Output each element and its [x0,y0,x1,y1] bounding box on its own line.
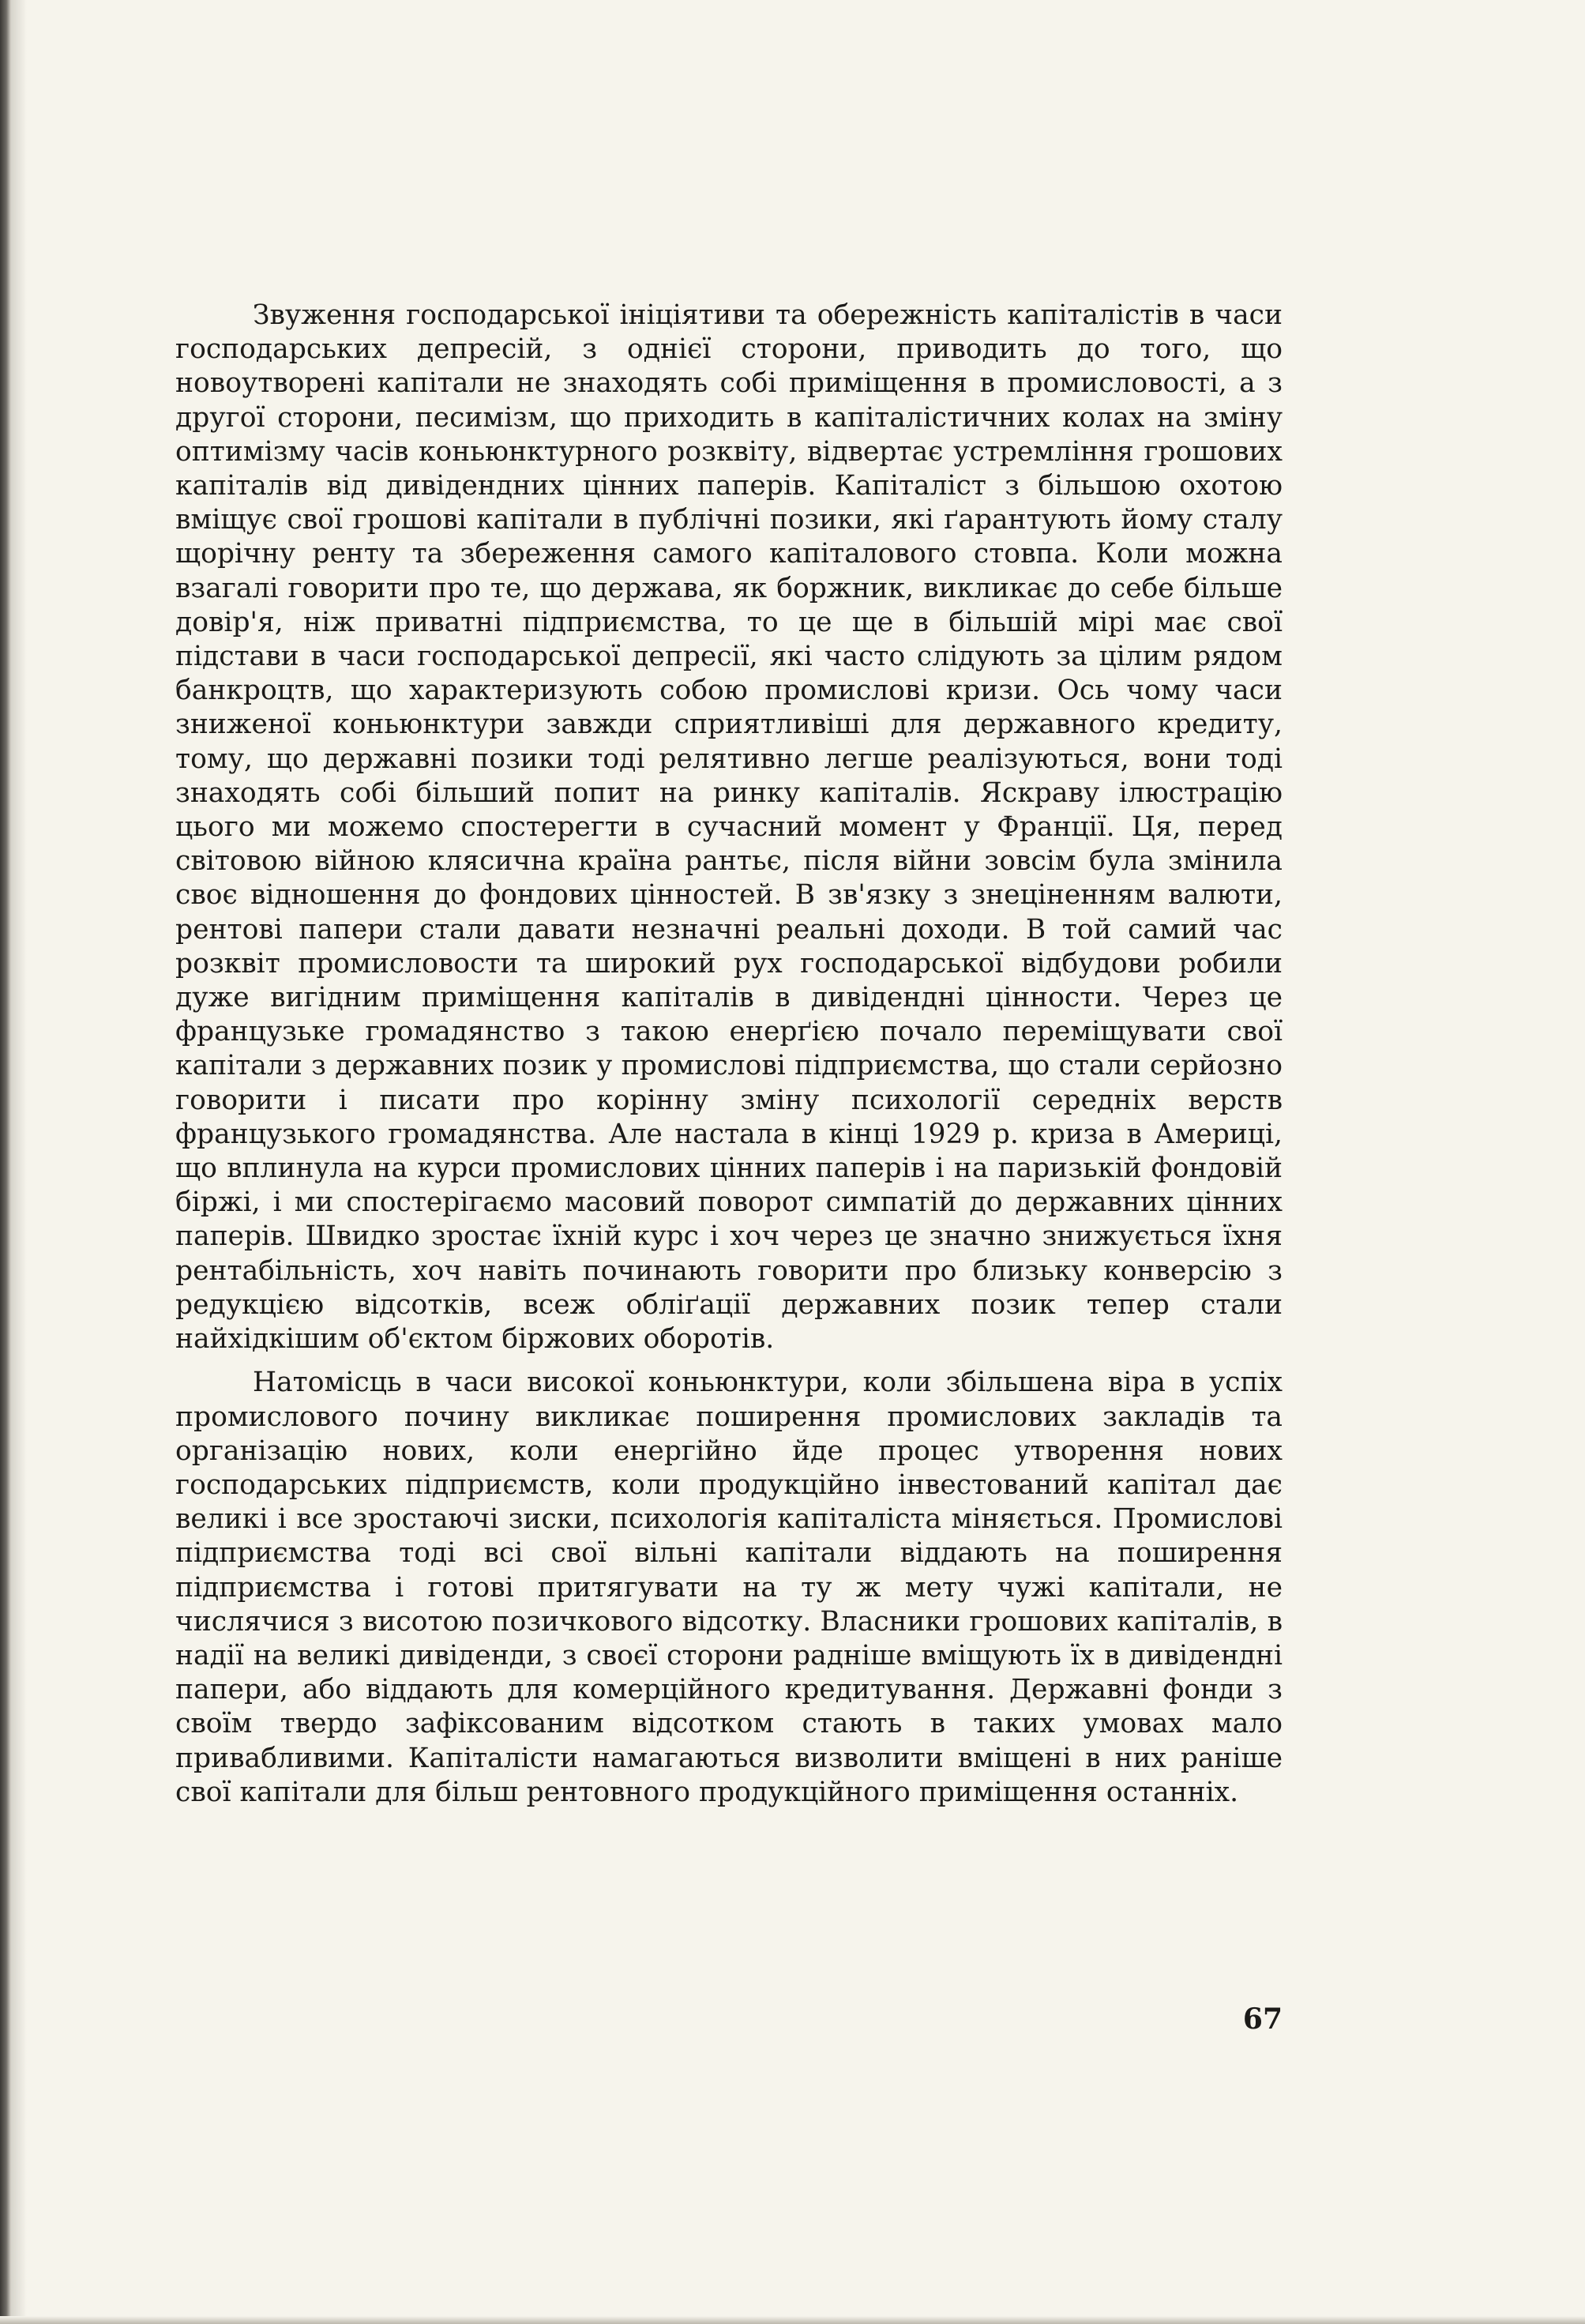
body-text [175,299,1283,1810]
paragraph-1: Звуження господарської ініціятиви та обережність капіталістів в часи господарських депресій, з однієї сторони, приводить до того, що новоутворені капітали не знаходять собі приміщення в промисловості, а з другої сторони, песимізм, що приходить в капіталістичних колах на зміну оптимізму часів коньюнктурного розквіту, відвертає устремління грошових капіталів від дивідендних цінних паперів. Капіталіст з більшою охотою вміщує свої грошові капітали в публічні позики, які ґарантують йому сталу щорічну ренту та збереження самого капіталового стовпа. Коли можна взагалі говорити про те, що держава, як боржник, викликає до себе більше довір'я, ніж приватні підприємства, то це ще в більшій мірі має свої підстави в часи господарської депресії, які часто слідують за цілим рядом банкроцтв, що характеризують собою промислові кризи. Ось чому часи зниженої коньюнктури завжди сприятливіші для державного кредиту, тому, що державні позики тоді релятивно легше реалізуються, вони тоді знаходять собі більший попит на ринку капіталів. Яскраву ілюстрацію цього ми можемо спостерегти в сучасний момент у Франції. Ця, перед світовою війною клясична країна рантьє, після війни зовсім була змінила своє відношення до фондових цінностей. В зв'язку з знеціненням валюти, рентові папери стали давати незначні реальні доходи. В той самий час розквіт промисловости та широкий рух господарської відбудови робили дуже вигідним приміщення капіталів в дивідендні цінности. Через це французьке громадянство з такою енерґією почало переміщувати свої капітали з державних позик у промислові підприємства, що стали серйозно говорити і писати про корінну зміну психології середніх верств французького громадянства. Але настала в кінці 1929 р. криза в Америці, що вплинула на курси промислових цінних паперів і на паризькій фондовій біржі, і ми спостерігаємо масовий поворот симпатій до державних цінних паперів. Швидко зростає їхній курс і хоч через це значно знижується їхня рентабільність, хоч навіть починають говорити про близьку конверсію з редукцією відсотків, всеж обліґації державних позик тепер стали найхідкішим об'єктом біржових оборотів. [175,299,1283,1356]
binding-shadow [11,0,27,2324]
page-bottom-edge [0,2316,1585,2324]
paragraph-2: Натомісць в часи високої коньюнктури, коли збільшена віра в успіх промислового почину викликає поширення промислових закладів та організацію нових, коли енергійно йде процес утворення нових господарських підприємств, коли продукційно інвестований капітал дає великі і все зростаючі зиски, психологія капіталіста міняється. Промислові підприємства тоді всі свої вільні капітали віддають на поширення підприємства і готові притягувати на ту ж мету чужі капітали, не числячися з висотою позичкового відсотку. Власники грошових капіталів, в надії на великі дивіденди, з своєї сторони радніше вміщують їх в дивідендні папери, або віддають для комерційного кредитування. Державні фонди з своїм твердо зафіксованим відсотком стають в таких умовах мало привабливими. Капіталісти намагаються визволити вміщені в них раніше свої капітали для більш рентовного продукційного приміщення останніх. [175,1367,1283,1808]
page-number: 67 [1242,2002,1283,2036]
book-binding-edge [0,0,11,2324]
